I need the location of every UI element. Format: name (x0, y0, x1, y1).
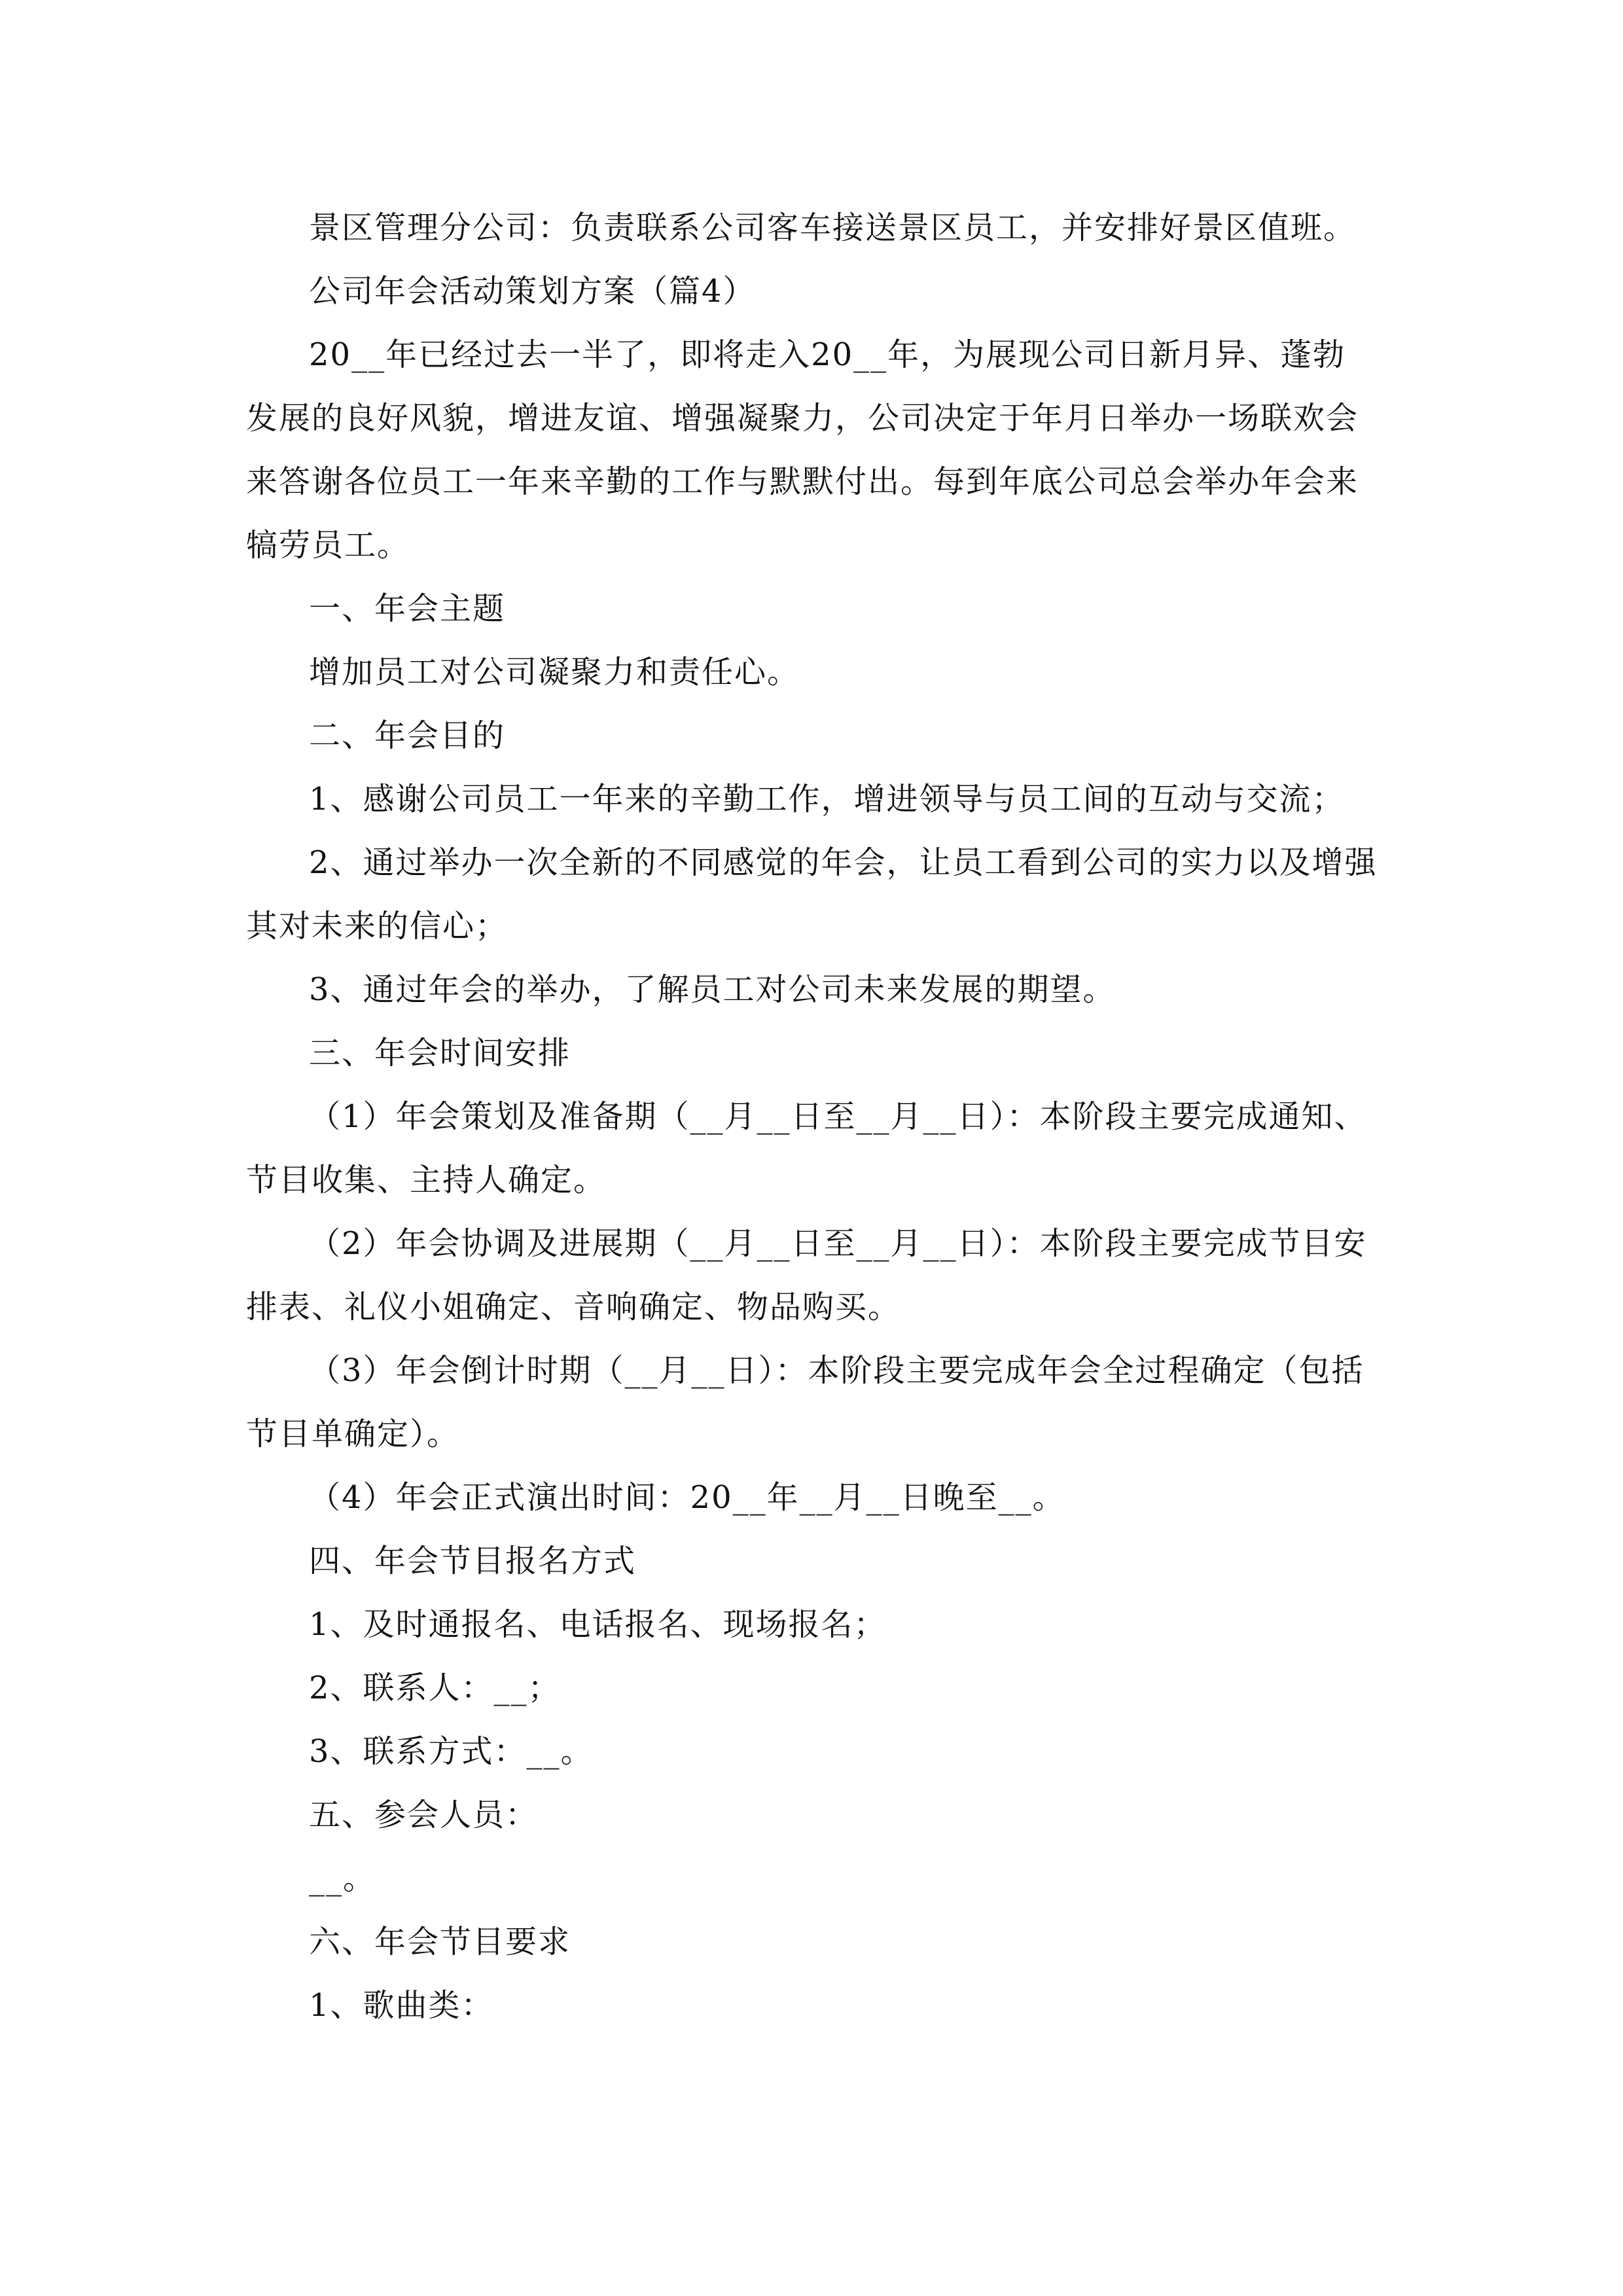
list-item-schedule-3: （3）年会倒计时期（__月__日）：本阶段主要完成年会全过程确定（包括节目单确定）。 (246, 1352, 1364, 1452)
list-item-registration-1: 1、及时通报名、电话报名、现场报名； (309, 1606, 887, 1643)
section-title-plan-4: 公司年会活动策划方案（篇4） (309, 273, 756, 310)
list-item-requirements-1: 1、歌曲类： (309, 1987, 494, 2024)
heading-theme: 一、年会主题 (309, 590, 506, 627)
heading-schedule: 三、年会时间安排 (309, 1035, 571, 1071)
list-item-schedule-1: （1）年会策划及准备期（__月__日至__月__日）：本阶段主要完成通知、节目收集、主持人确定。 (246, 1098, 1367, 1198)
document-body (246, 196, 1378, 2037)
heading-attendees: 五、参会人员： (309, 1797, 539, 1833)
paragraph-intro: 20__年已经过去一半了，即将走入20__年，为展现公司日新月异、蓬勃发展的良好风貌，增进友谊、增强凝聚力，公司决定于年月日举办一场联欢会来答谢各位员工一年来辛勤的工作与默默付出。每到年底公司总会举办年会来犒劳员工。 (246, 336, 1359, 564)
paragraph-theme: 增加员工对公司凝聚力和责任心。 (309, 654, 800, 691)
paragraph-attendees: __。 (309, 1860, 376, 1897)
heading-registration: 四、年会节目报名方式 (309, 1543, 637, 1579)
list-item-registration-3: 3、联系方式：__。 (309, 1733, 594, 1770)
list-item-schedule-4: （4）年会正式演出时间：20__年__月__日晚至__。 (309, 1479, 1065, 1516)
list-item-registration-2: 2、联系人：__； (309, 1670, 561, 1706)
heading-program-requirements: 六、年会节目要求 (309, 1924, 571, 1960)
paragraph-scenic-branch: 景区管理分公司：负责联系公司客车接送景区员工，并安排好景区值班。 (309, 209, 1357, 246)
list-item-schedule-2: （2）年会协调及进展期（__月__日至__月__日）：本阶段主要完成节目安排表、礼仪小姐确定、音响确定、物品购买。 (246, 1225, 1367, 1325)
list-item-purpose-1: 1、感谢公司员工一年来的辛勤工作，增进领导与员工间的互动与交流； (309, 781, 1345, 817)
list-item-purpose-3: 3、通过年会的举办，了解员工对公司未来发展的期望。 (309, 971, 1116, 1008)
heading-purpose: 二、年会目的 (309, 717, 506, 754)
list-item-purpose-2: 2、通过举办一次全新的不同感觉的年会，让员工看到公司的实力以及增强其对未来的信心； (246, 844, 1378, 944)
